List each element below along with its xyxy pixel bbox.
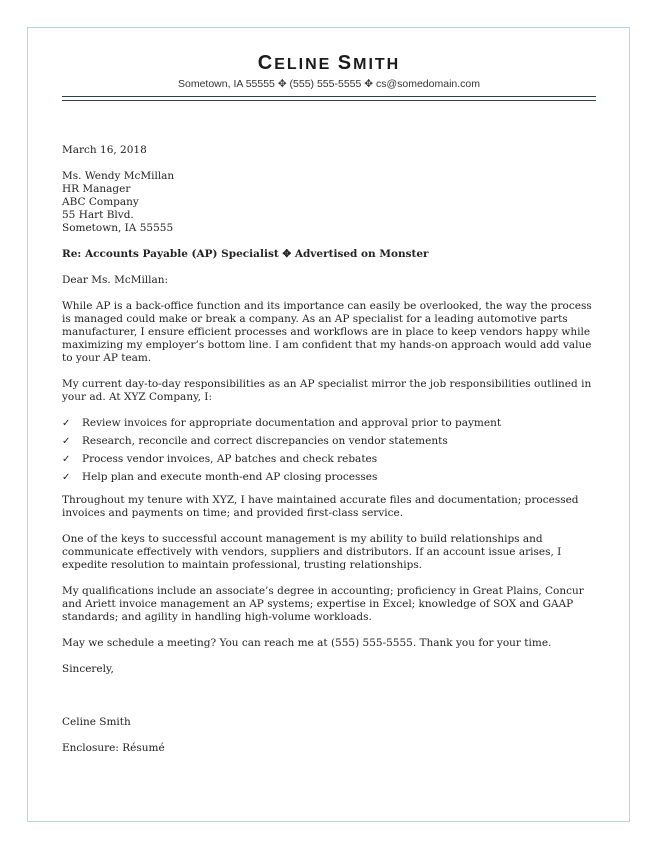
paragraph-intro: While AP is a back-office function and its importance can easily be overlooked, the way the process is managed could make or break a company. As an AP specialist for a leading automotive parts manufacturer, I ensure efficient processes and workflows are in place to keep vendors happy while maximizing my employer’s bottom line. I am confident that my hands-on approach would add value to your AP team. [62, 300, 592, 364]
subject-line: Re: Accounts Payable (AP) Specialist ✥ Advertised on Monster [62, 248, 429, 260]
check-icon: ✓ [62, 436, 71, 447]
header-rule-thin [62, 100, 596, 101]
paragraph-tenure: Throughout my tenure with XYZ, I have maintained accurate files and documentation; processed invoices and payments on time; and provided first-class service. [62, 494, 579, 519]
header-rule-thick [62, 96, 596, 97]
name-last-initial: S [337, 52, 354, 74]
recipient-address [62, 170, 602, 235]
sender-name [0, 52, 658, 75]
contact-line: Sometown, IA 55555 ✥ (555) 555-5555 ✥ cs@somedomain.com [178, 78, 480, 90]
recipient-line: 55 Hart Blvd. [62, 209, 134, 221]
check-icon: ✓ [62, 454, 71, 465]
check-icon: ✓ [62, 472, 71, 483]
check-icon: ✓ [62, 418, 71, 429]
recipient-line: Sometown, IA 55555 [62, 222, 174, 234]
recipient-line: Ms. Wendy McMillan [62, 170, 175, 182]
recipient-line: ABC Company [62, 196, 139, 208]
list-item: ✓ Process vendor invoices, AP batches and check rebates [62, 453, 378, 465]
letter-body [62, 144, 602, 755]
signer-name: Celine Smith [62, 716, 131, 728]
paragraph-meeting: May we schedule a meeting? You can reach me at (555) 555-5555. Thank you for your time. [62, 637, 552, 649]
list-item: ✓ Help plan and execute month-end AP closing processes [62, 471, 378, 483]
letter-date: March 16, 2018 [62, 144, 147, 156]
name-last-rest: MITH [353, 56, 401, 73]
paragraph-qualifications: My qualifications include an associate’s degree in accounting; proficiency in Great Plains, Concur and Ariett invoice management an AP systems; expertise in Excel; knowledge of SOX and GAAP standards; and agility in handling high-volume workloads. [62, 585, 584, 623]
enclosure-line: Enclosure: Résumé [62, 742, 165, 754]
recipient-line: HR Manager [62, 183, 131, 195]
paragraph-responsibilities: My current day-to-day responsibilities as an AP specialist mirror the job responsibilities outlined in your ad. At XYZ Company, I: [62, 378, 592, 403]
paragraph-relationships: One of the keys to successful account management is my ability to build relationships and communicate effectively with vendors, suppliers and distributors. If an account issue arises, I expedite resolution to maintain professional, trusting relationships. [62, 533, 562, 571]
responsibility-list [62, 417, 602, 484]
name-first-initial: C [257, 52, 275, 74]
list-item: ✓ Research, reconcile and correct discrepancies on vendor statements [62, 435, 448, 447]
salutation: Dear Ms. McMillan: [62, 274, 169, 286]
name-first-rest: ELINE [274, 56, 332, 73]
list-item: ✓ Review invoices for appropriate documentation and approval prior to payment [62, 417, 502, 429]
closing: Sincerely, [62, 663, 114, 675]
